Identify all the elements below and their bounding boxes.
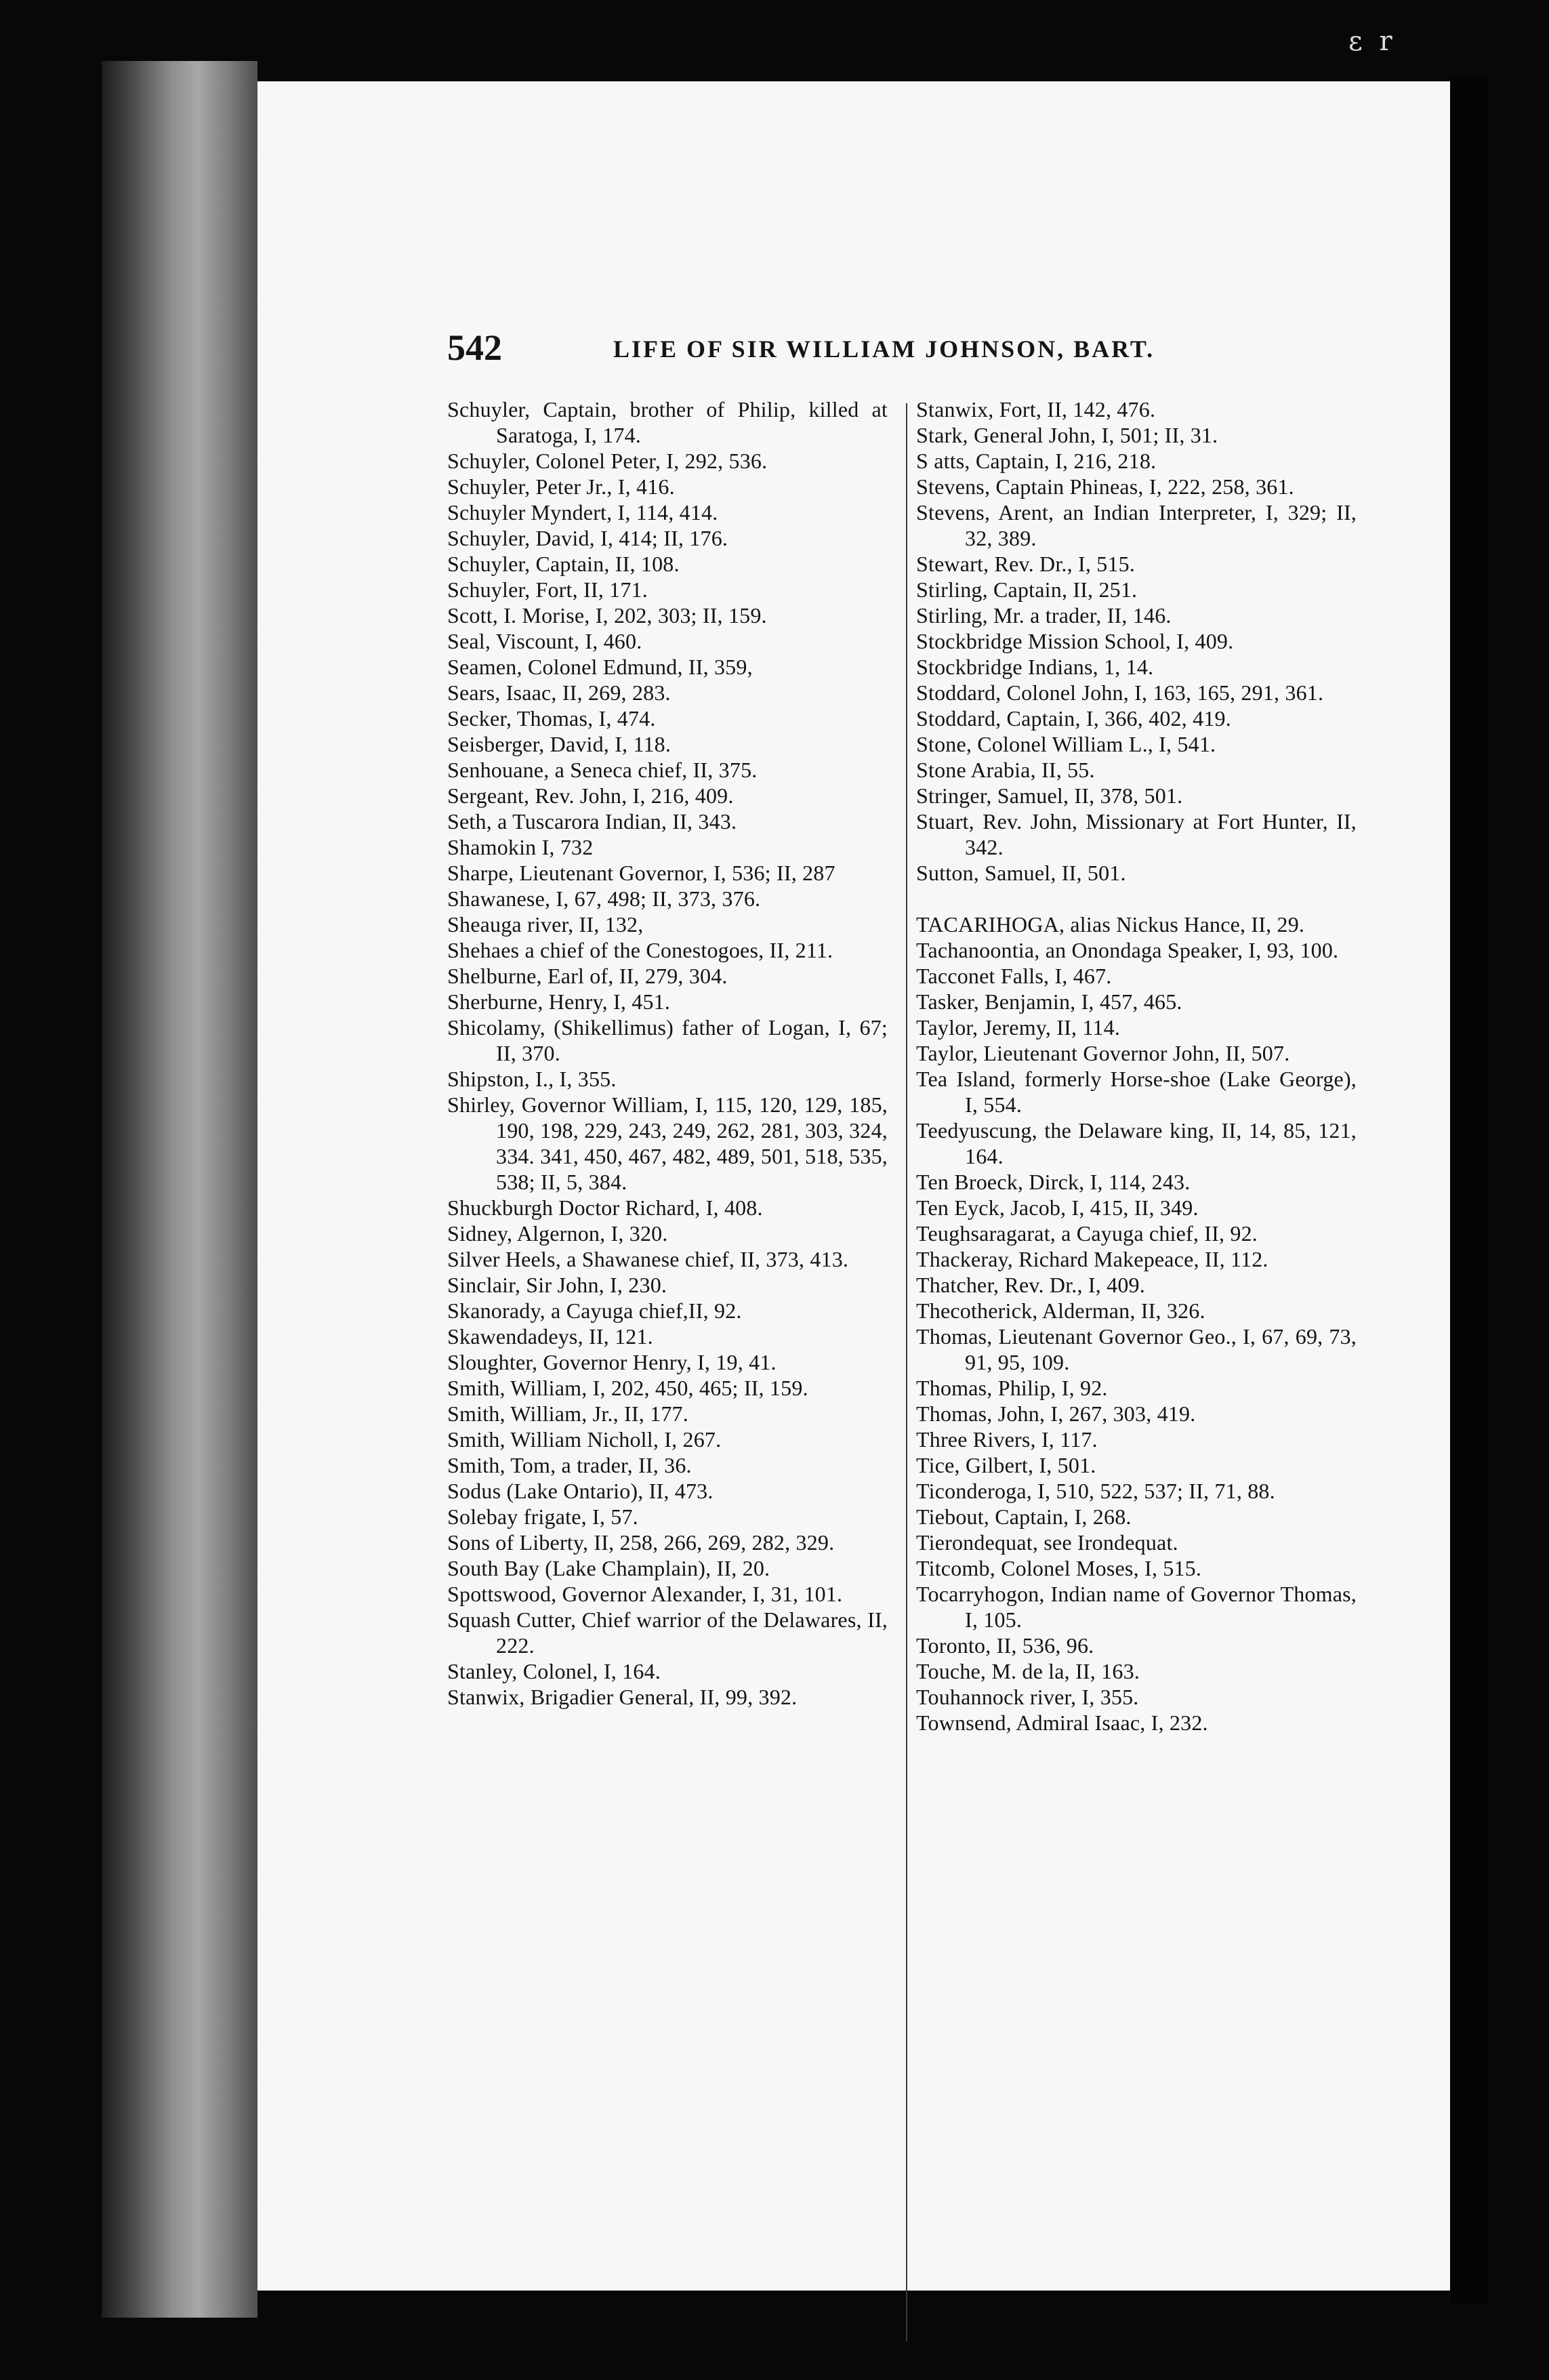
index-entry: Shipston, I., I, 355. (447, 1067, 617, 1091)
index-entry: Stanwix, Fort, II, 142, 476. (916, 397, 1156, 422)
index-entry: Stone Arabia, II, 55. (916, 758, 1095, 782)
index-entry: Stockbridge Indians, 1, 14. (916, 655, 1154, 679)
index-entry: Smith, William Nicholl, I, 267. (447, 1427, 722, 1452)
index-entry: Stringer, Samuel, II, 378, 501. (916, 783, 1183, 808)
index-entry: Schuyler Myndert, I, 114, 414. (447, 500, 718, 525)
index-entry: Shirley, Governor William, I, 115, 120, 129, 185, 190, 198, 229, 243, 249, 262, 281, 303, 324, 334. 341, 450, 467, 482, 489, 501, 518, 535, 538; II, 5, 384. (447, 1092, 888, 1194)
index-entry: Sergeant, Rev. John, I, 216, 409. (447, 783, 734, 808)
index-entry: Secker, Thomas, I, 474. (447, 706, 656, 731)
index-entry: Stewart, Rev. Dr., I, 515. (916, 552, 1136, 576)
index-entry: Townsend, Admiral Isaac, I, 232. (916, 1710, 1208, 1735)
index-entry: Schuyler, Colonel Peter, I, 292, 536. (447, 449, 768, 473)
index-entry: Ticonderoga, I, 510, 522, 537; II, 71, 88. (916, 1479, 1275, 1503)
index-entry: Tiebout, Captain, I, 268. (916, 1504, 1132, 1529)
index-entry: Stanwix, Brigadier General, II, 99, 392. (447, 1685, 798, 1709)
index-entry: Thomas, Lieutenant Governor Geo., I, 67, 69, 73, 91, 95, 109. (916, 1324, 1357, 1374)
index-entry: Taylor, Jeremy, II, 114. (916, 1015, 1121, 1040)
index-entry: Squash Cutter, Chief warrior of the Delawares, II, 222. (447, 1607, 888, 1658)
index-entry: Schuyler, Captain, brother of Philip, killed at Saratoga, I, 174. (447, 397, 888, 447)
column-divider (906, 403, 907, 2341)
index-entry: Shawanese, I, 67, 498; II, 373, 376. (447, 886, 761, 911)
index-entry: Tice, Gilbert, I, 501. (916, 1453, 1096, 1477)
index-entry: Spottswood, Governor Alexander, I, 31, 101. (447, 1582, 843, 1606)
index-entry: Shuckburgh Doctor Richard, I, 408. (447, 1195, 763, 1220)
index-entry: Seth, a Tuscarora Indian, II, 343. (447, 809, 737, 834)
film-right-border (1450, 75, 1487, 2304)
index-entry: S atts, Captain, I, 216, 218. (916, 449, 1157, 473)
index-entry: Thatcher, Rev. Dr., I, 409. (916, 1273, 1145, 1297)
index-entry: Stockbridge Mission School, I, 409. (916, 629, 1234, 653)
running-title: LIFE OF SIR WILLIAM JOHNSON, BART. (613, 335, 1155, 363)
index-entry: Stirling, Mr. a trader, II, 146. (916, 603, 1172, 628)
index-entry: TACARIHOGA, alias Nickus Hance, II, 29. (916, 912, 1305, 937)
index-entry: Touche, M. de la, II, 163. (916, 1659, 1140, 1683)
index-entry: Ten Eyck, Jacob, I, 415, II, 349. (916, 1195, 1199, 1220)
index-entry: Tacconet Falls, I, 467. (916, 964, 1112, 988)
index-entry: Stanley, Colonel, I, 164. (447, 1659, 661, 1683)
index-entry: Thomas, Philip, I, 92. (916, 1376, 1108, 1400)
index-entry: Titcomb, Colonel Moses, I, 515. (916, 1556, 1202, 1580)
page-number: 542 (447, 327, 502, 368)
film-corner-mark: ε r (1348, 26, 1397, 57)
index-entry: South Bay (Lake Champlain), II, 20. (447, 1556, 770, 1580)
index-entry: Touhannock river, I, 355. (916, 1685, 1139, 1709)
index-entry: Ten Broeck, Dirck, I, 114, 243. (916, 1170, 1191, 1194)
index-entry: Three Rivers, I, 117. (916, 1427, 1098, 1452)
index-entry: Tasker, Benjamin, I, 457, 465. (916, 989, 1182, 1014)
index-entry: Smith, William, I, 202, 450, 465; II, 159. (447, 1376, 808, 1400)
index-entry: Thomas, John, I, 267, 303, 419. (916, 1401, 1196, 1426)
index-entry: Stoddard, Colonel John, I, 163, 165, 291, 361. (916, 680, 1324, 705)
index-entry: Tea Island, formerly Horse-shoe (Lake George), I, 554. (916, 1067, 1357, 1117)
index-entry: Seisberger, David, I, 118. (447, 732, 672, 756)
index-entry: Tierondequat, see Irondequat. (916, 1530, 1178, 1555)
index-entry: Sutton, Samuel, II, 501. (916, 861, 1126, 885)
index-entry: Taylor, Lieutenant Governor John, II, 507. (916, 1041, 1290, 1065)
index-entry: Sharpe, Lieutenant Governor, I, 536; II, 287 (447, 861, 835, 885)
index-entry: Toronto, II, 536, 96. (916, 1633, 1094, 1658)
index-entry: Scott, I. Morise, I, 202, 303; II, 159. (447, 603, 767, 628)
index-entry: Senhouane, a Seneca chief, II, 375. (447, 758, 758, 782)
index-entry: Shelburne, Earl of, II, 279, 304. (447, 964, 728, 988)
index-entry: Teughsaragarat, a Cayuga chief, II, 92. (916, 1221, 1258, 1246)
index-entry: Schuyler, Fort, II, 171. (447, 577, 648, 602)
index-entry: Sinclair, Sir John, I, 230. (447, 1273, 667, 1297)
index-entry: Skanorady, a Cayuga chief,II, 92. (447, 1298, 742, 1323)
index-entry: Stone, Colonel William L., I, 541. (916, 732, 1216, 756)
index-entry: Stevens, Captain Phineas, I, 222, 258, 361. (916, 474, 1294, 499)
index-entry: Sheauga river, II, 132, (447, 912, 644, 937)
index-entry: Solebay frigate, I, 57. (447, 1504, 638, 1529)
index-entry: Sherburne, Henry, I, 451. (447, 989, 671, 1014)
index-entry: Schuyler, Peter Jr., I, 416. (447, 474, 675, 499)
index-entry: Smith, William, Jr., II, 177. (447, 1401, 688, 1426)
index-entry: Skawendadeys, II, 121. (447, 1324, 653, 1349)
book-spine-shadow (102, 61, 257, 2318)
index-entry: Stirling, Captain, II, 251. (916, 577, 1138, 602)
index-entry: Sodus (Lake Ontario), II, 473. (447, 1479, 714, 1503)
index-entry: Thecotherick, Alderman, II, 326. (916, 1298, 1205, 1323)
index-column-left (447, 396, 888, 1710)
index-entry: Thackeray, Richard Makepeace, II, 112. (916, 1247, 1268, 1271)
index-entry: Sloughter, Governor Henry, I, 19, 41. (447, 1350, 777, 1374)
index-entry: Stark, General John, I, 501; II, 31. (916, 423, 1218, 447)
index-entry: Teedyuscung, the Delaware king, II, 14, 85, 121, 164. (916, 1118, 1357, 1168)
index-entry: Tachanoontia, an Onondaga Speaker, I, 93, 100. (916, 938, 1339, 962)
index-entry: Sons of Liberty, II, 258, 266, 269, 282, 329. (447, 1530, 835, 1555)
index-entry: Shicolamy, (Shikellimus) father of Logan, I, 67; II, 370. (447, 1015, 888, 1065)
index-entry: Shehaes a chief of the Conestogoes, II, 211. (447, 938, 833, 962)
index-entry: Seal, Viscount, I, 460. (447, 629, 642, 653)
index-entry: Schuyler, David, I, 414; II, 176. (447, 526, 728, 550)
index-entry: Sears, Isaac, II, 269, 283. (447, 680, 671, 705)
index-entry: Smith, Tom, a trader, II, 36. (447, 1453, 692, 1477)
index-entry: Seamen, Colonel Edmund, II, 359, (447, 655, 753, 679)
index-entry: Sidney, Algernon, I, 320. (447, 1221, 668, 1246)
index-entry: Schuyler, Captain, II, 108. (447, 552, 680, 576)
index-entry: Stoddard, Captain, I, 366, 402, 419. (916, 706, 1231, 731)
index-entry: Shamokin I, 732 (447, 835, 594, 859)
index-entry: Stuart, Rev. John, Missionary at Fort Hunter, II, 342. (916, 809, 1357, 859)
index-entry: Silver Heels, a Shawanese chief, II, 373, 413. (447, 1247, 849, 1271)
page-header (447, 327, 1233, 374)
index-entry: Tocarryhogon, Indian name of Governor Thomas, I, 105. (916, 1582, 1357, 1632)
index-entry: Stevens, Arent, an Indian Interpreter, I, 329; II, 32, 389. (916, 500, 1357, 550)
index-column-right (916, 396, 1357, 1736)
